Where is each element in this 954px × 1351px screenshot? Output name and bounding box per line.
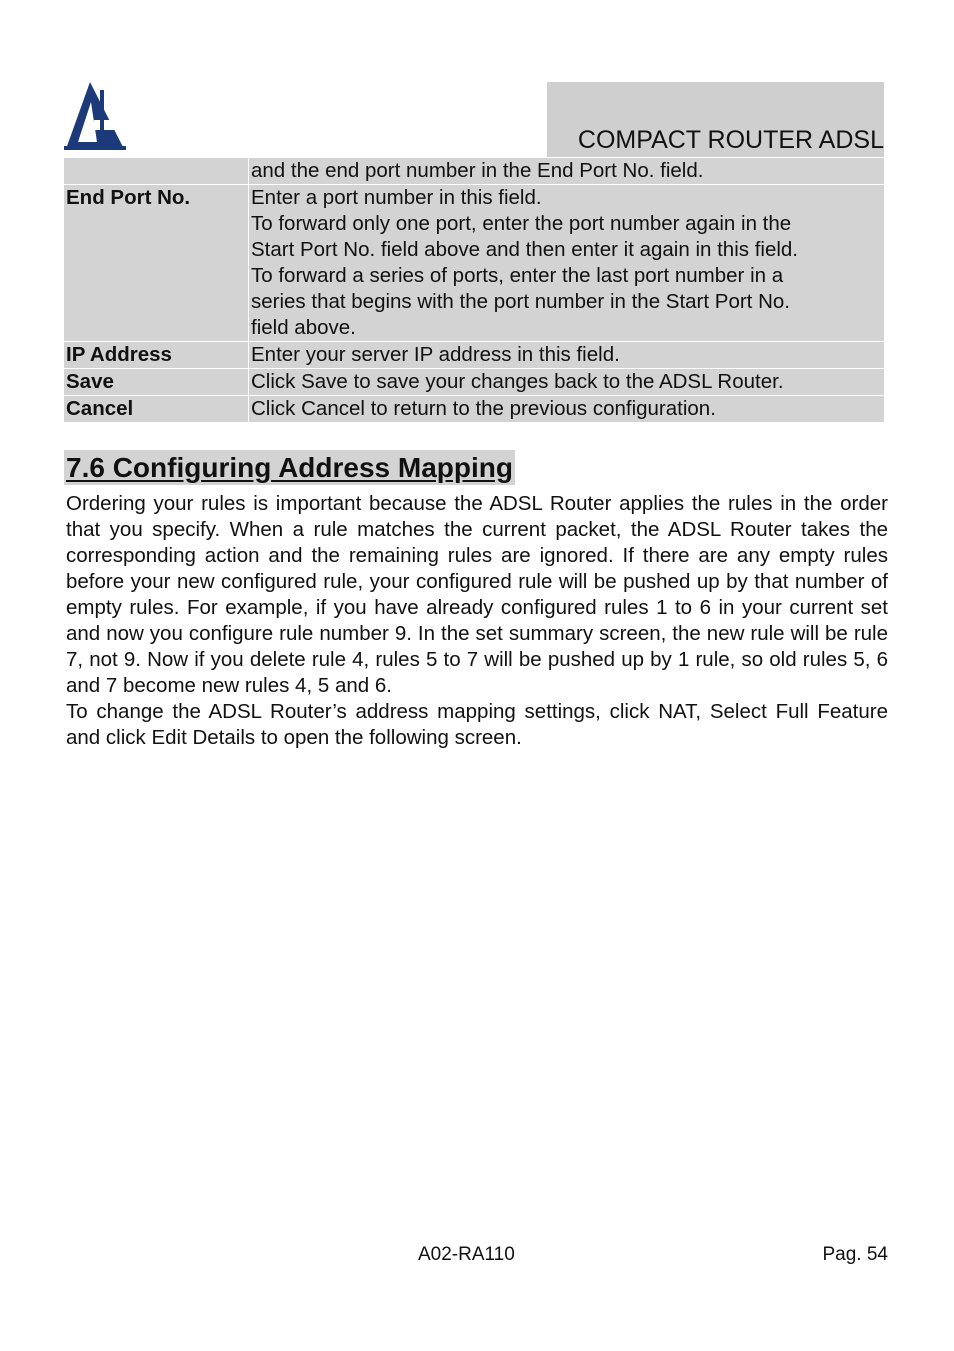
description-line: series that begins with the port number in the Start Port No. <box>251 290 790 313</box>
description-line: Enter a port number in this field. <box>251 186 542 209</box>
table-row <box>64 369 885 396</box>
header-band <box>547 82 884 157</box>
param-description <box>249 396 885 423</box>
table-row <box>64 396 885 423</box>
description-line: and the end port number in the End Port No. field. <box>251 159 704 182</box>
paragraph: To change the ADSL Router’s address mapping settings, click NAT, Select Full Feature and click Edit Details to open the following screen. <box>66 700 888 749</box>
table-row <box>64 342 885 369</box>
param-label: End Port No. <box>64 185 249 342</box>
footer-doc-code: A02-RA110 <box>418 1244 515 1265</box>
param-description <box>249 158 885 185</box>
header-title: COMPACT ROUTER ADSL <box>577 126 884 154</box>
atlantis-logo-icon <box>64 80 126 152</box>
footer-page-number: Pag. 54 <box>822 1244 888 1265</box>
description-line: Enter your server IP address in this field. <box>251 343 620 366</box>
parameter-table <box>63 157 885 423</box>
param-description <box>249 369 885 396</box>
param-description <box>249 342 885 369</box>
param-description <box>249 185 885 342</box>
param-label: Save <box>64 369 249 396</box>
description-line: Start Port No. field above and then enter it again in this field. <box>251 238 798 261</box>
param-label: Cancel <box>64 396 249 423</box>
table-row <box>64 158 885 185</box>
description-line: Click Cancel to return to the previous configuration. <box>251 397 716 420</box>
description-line: To forward a series of ports, enter the last port number in a <box>251 264 784 287</box>
description-line: field above. <box>251 316 356 339</box>
section-title: 7.6 Configuring Address Mapping <box>66 452 513 483</box>
table-row <box>64 185 885 342</box>
description-line: To forward only one port, enter the port number again in the <box>251 212 792 235</box>
param-label: IP Address <box>64 342 249 369</box>
section-body <box>66 491 888 751</box>
paragraph: Ordering your rules is important because the ADSL Router applies the rules in the order that you specify. When a rule matches the current packet, the ADSL Router takes the corresponding action and the remaining rules are ignored. If there are any empty rules before your new configured rule, your configured rule will be pushed up by that number of empty rules. For example, if you have already configured rules 1 to 6 in your current set and now you configure rule number 9. In the set summary screen, the new rule will be rule 7, not 9. Now if you delete rule 4, rules 5 to 7 will be pushed up by 1 rule, so old rules 5, 6 and 7 become new rules 4, 5 and 6. <box>66 492 888 697</box>
description-line: Click Save to save your changes back to the ADSL Router. <box>251 370 784 393</box>
param-label <box>64 158 249 185</box>
